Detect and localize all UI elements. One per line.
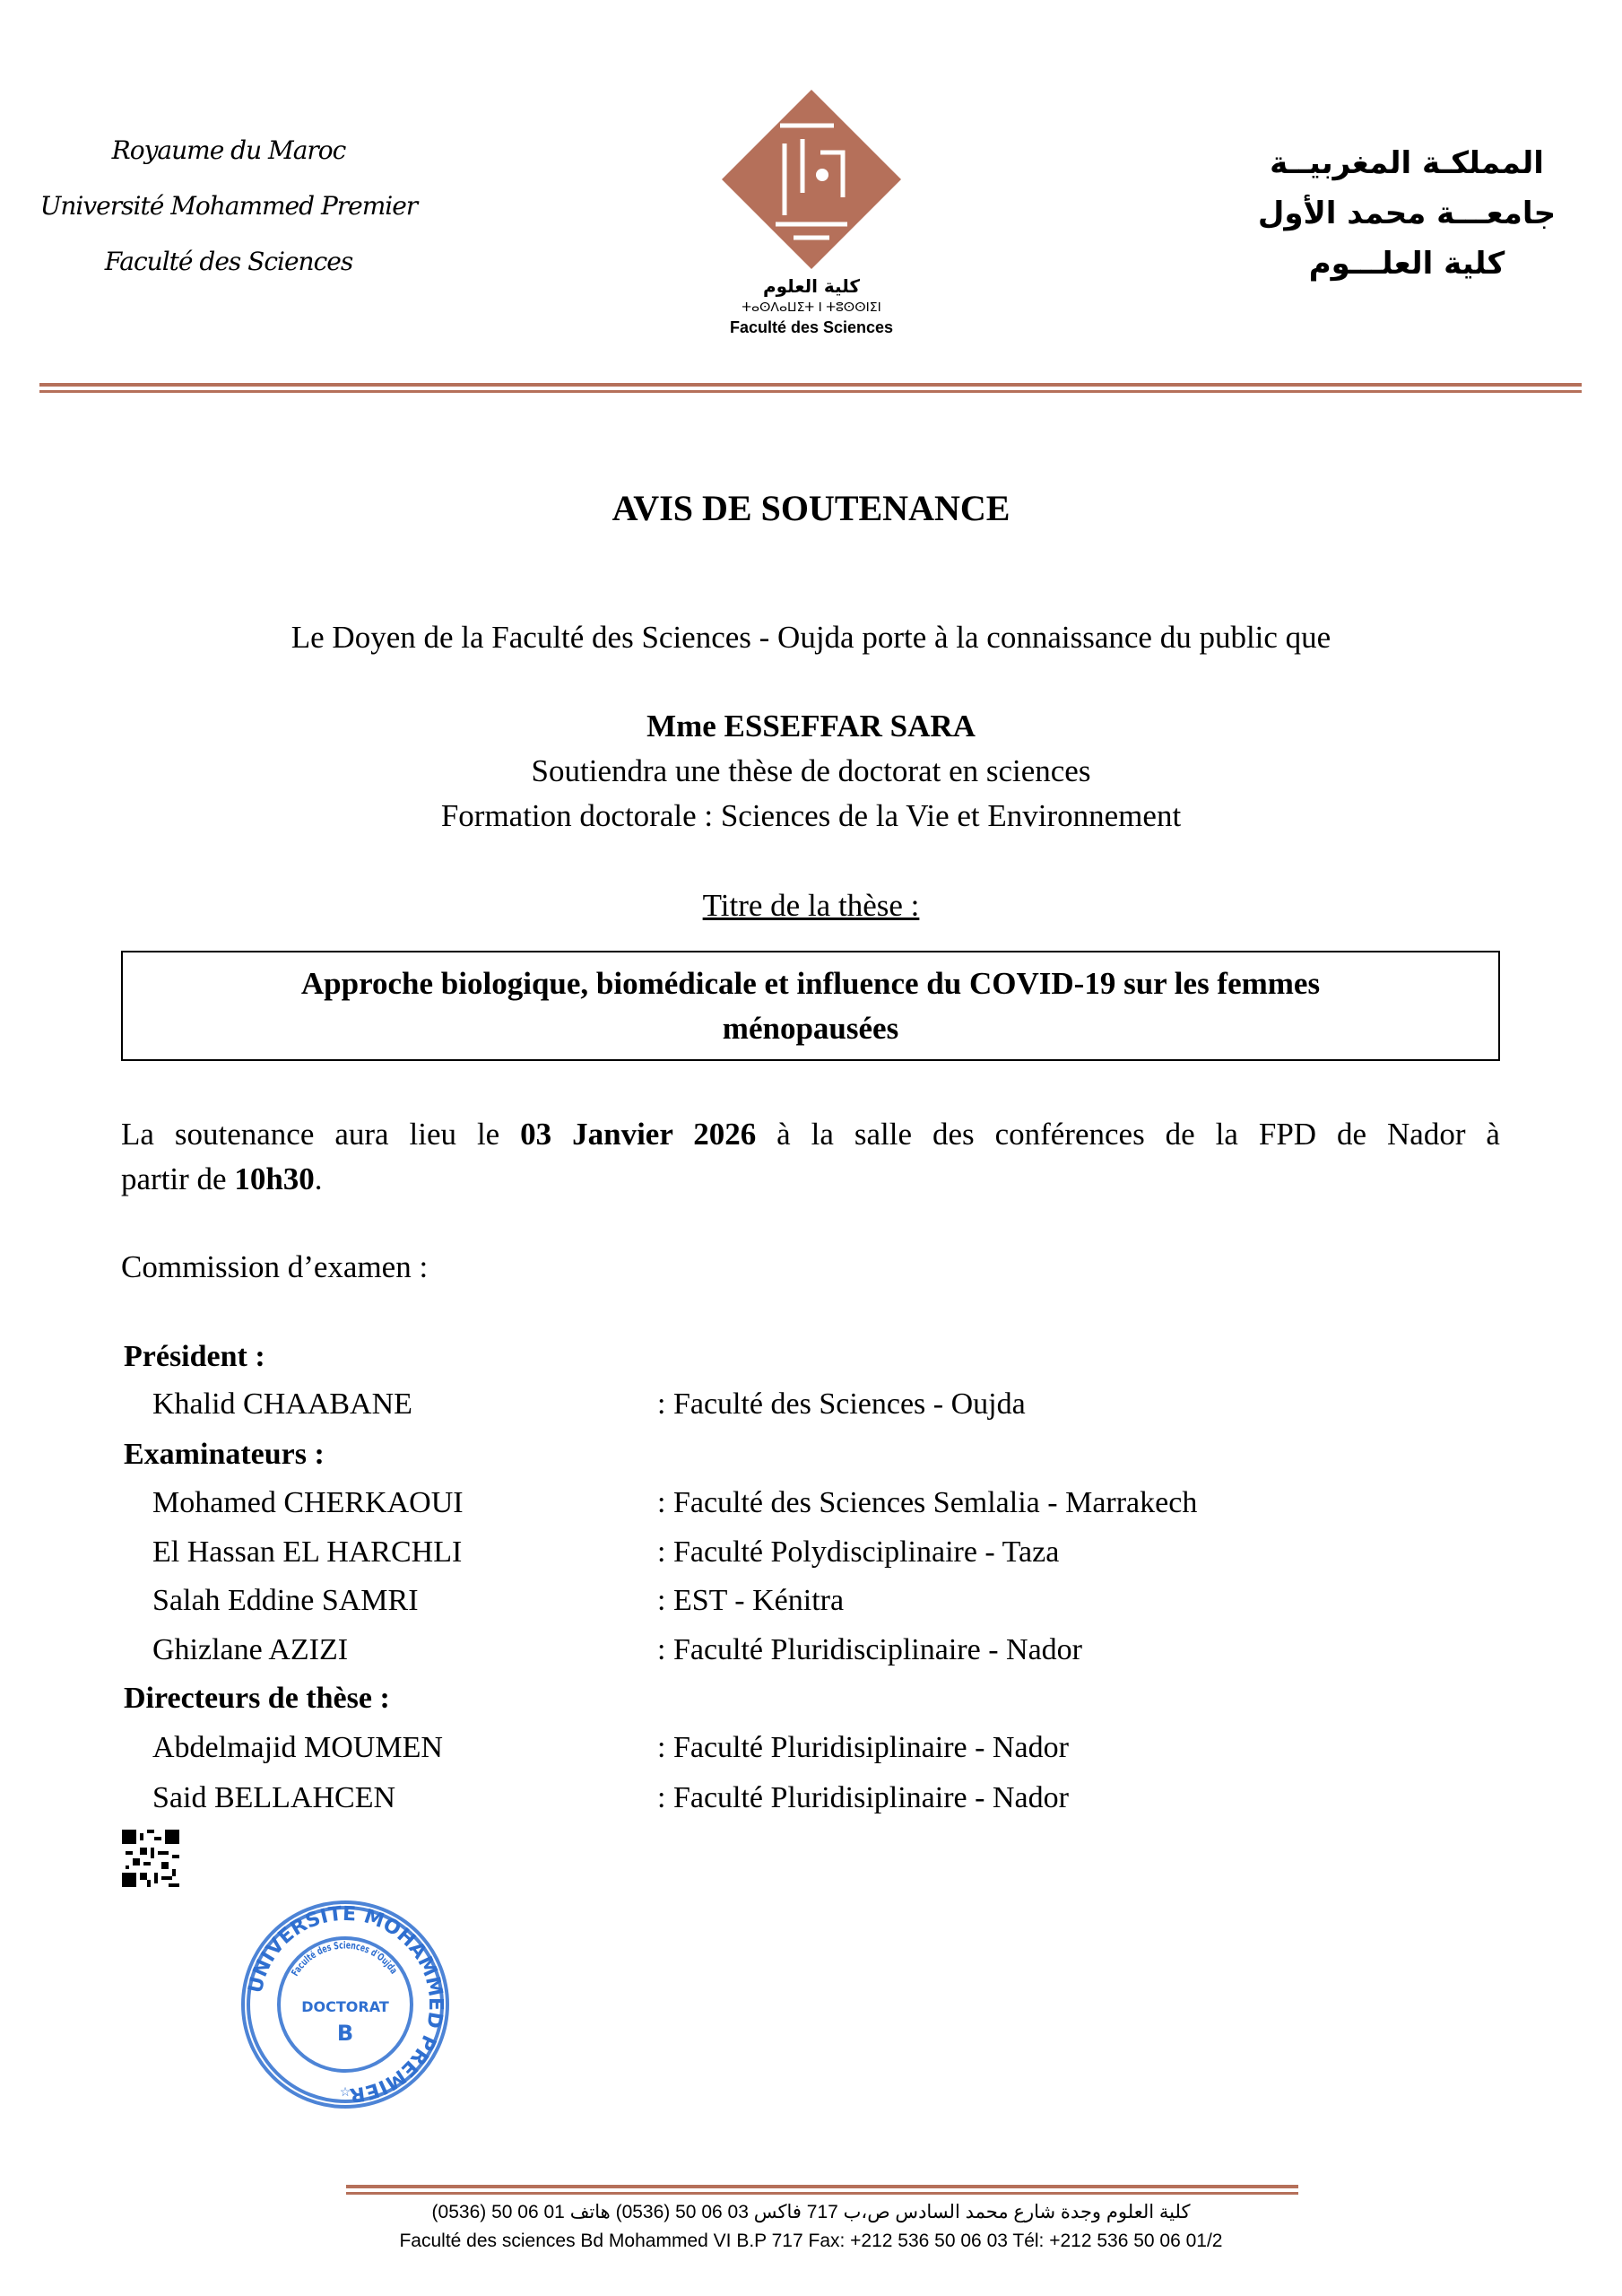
header-university: Université Mohammed Premier [39, 191, 418, 221]
intro-text: Le Doyen de la Faculté des Sciences - Oujda porte à la connaissance du public que [291, 620, 1331, 655]
commission-label: Commission d’examen : [121, 1249, 429, 1284]
header-rule-top [39, 383, 1582, 387]
jury-name: Salah Eddine SAMRI [152, 1584, 419, 1617]
faculty-logo [713, 90, 910, 338]
defense-line1: La soutenance aura lieu le 03 Janvier 2026 à la salle des conférences de la FPD de Nador à [121, 1117, 1500, 1152]
jury-name: Said BELLAHCEN [152, 1781, 396, 1814]
jury-name: Abdelmajid MOUMEN [152, 1731, 443, 1764]
stamp-center-text: DOCTORAT [301, 1998, 389, 2015]
jury-name: Ghizlane AZIZI [152, 1633, 349, 1666]
doctorate-stamp [238, 1897, 453, 2112]
jury-affiliation: : Faculté Pluridisiplinaire - Nador [657, 1731, 1069, 1764]
jury-affiliation: : Faculté Pluridisiplinaire - Nador [657, 1781, 1069, 1814]
footer-rule-bottom [346, 2192, 1298, 2195]
header-university-ar: جامعـــة محمد الأول [1257, 196, 1557, 231]
jury-affiliation: : EST - Kénitra [657, 1584, 845, 1617]
footer-rule-top [346, 2185, 1298, 2188]
logo-diamond-icon [713, 90, 910, 269]
thesis-title-line2: ménopausées [722, 1011, 899, 1046]
logo-latin: Faculté des Sciences [729, 318, 894, 336]
header-faculty-ar: كلية العلـــوم [1308, 246, 1505, 282]
jury-name: Mohamed CHERKAOUI [152, 1486, 464, 1519]
header-faculty: Faculté des Sciences [104, 247, 353, 276]
candidate-name: Mme ESSEFFAR SARA [646, 709, 976, 744]
footer-address: Faculté des sciences Bd Mohammed VI B.P 717 Fax: +212 536 50 06 03 Tél: +212 536 50 06 01/2 [399, 2231, 1223, 2251]
logo-tifinagh: ⵜⴰⵙⴷⴰⵡⵉⵜ ⵏ ⵜⵓⵙⵙⵏⵉⵏ [742, 300, 881, 315]
defense-date: 03 Janvier 2026 [520, 1117, 757, 1152]
stamp-letter: B [336, 2021, 354, 2046]
defense-paragraph [121, 1112, 1500, 1202]
jury-name: Khalid CHAABANE [152, 1387, 412, 1421]
header-kingdom-ar: المملكـة المغربيــة [1270, 145, 1544, 181]
logo-arabic: كلية العلوم [762, 275, 861, 297]
qr-code-icon [122, 1830, 179, 1887]
defense-time: 10h30 [234, 1161, 315, 1196]
stamp-inner-text: Faculté des Sciences d'Oujda [289, 1939, 402, 1979]
thesis-label: Titre de la thèse : [702, 888, 920, 923]
jury-affiliation: : Faculté Pluridisciplinaire - Nador [657, 1633, 1082, 1666]
footer-address-ar: كلية العلوم وجدة شارع محمد السادس ص،ب 717 فاكس 03 06 50 (0536) هاتف 01 06 50 (0536) [431, 2202, 1191, 2222]
doctoral-program: Formation doctorale : Sciences de la Vie et Environnement [440, 798, 1182, 833]
page-title: AVIS DE SOUTENANCE [612, 488, 1010, 528]
defense-line2: partir de 10h30. [121, 1161, 323, 1196]
thesis-type: Soutiendra une thèse de doctorat en sciences [531, 753, 1091, 788]
president-label: Président : [124, 1340, 265, 1373]
header-rule-bottom [39, 390, 1582, 393]
directors-label: Directeurs de thèse : [124, 1682, 390, 1715]
jury-affiliation: : Faculté Polydisciplinaire - Taza [657, 1535, 1060, 1569]
thesis-title-line1: Approche biologique, biomédicale et influence du COVID-19 sur les femmes [300, 966, 1321, 1001]
stamp-outer-text: UNIVERSITE MOHAMMED PREMIER [244, 1902, 447, 2107]
header-kingdom: Royaume du Maroc [111, 135, 346, 165]
jury-affiliation: : Faculté des Sciences Semlalia - Marrakech [657, 1486, 1198, 1519]
jury-name: El Hassan EL HARCHLI [152, 1535, 463, 1569]
star-icon: ☆ [339, 2086, 351, 2100]
examiners-label: Examinateurs : [124, 1438, 325, 1471]
thesis-title-box [121, 951, 1500, 1061]
jury-affiliation: : Faculté des Sciences - Oujda [657, 1387, 1026, 1421]
